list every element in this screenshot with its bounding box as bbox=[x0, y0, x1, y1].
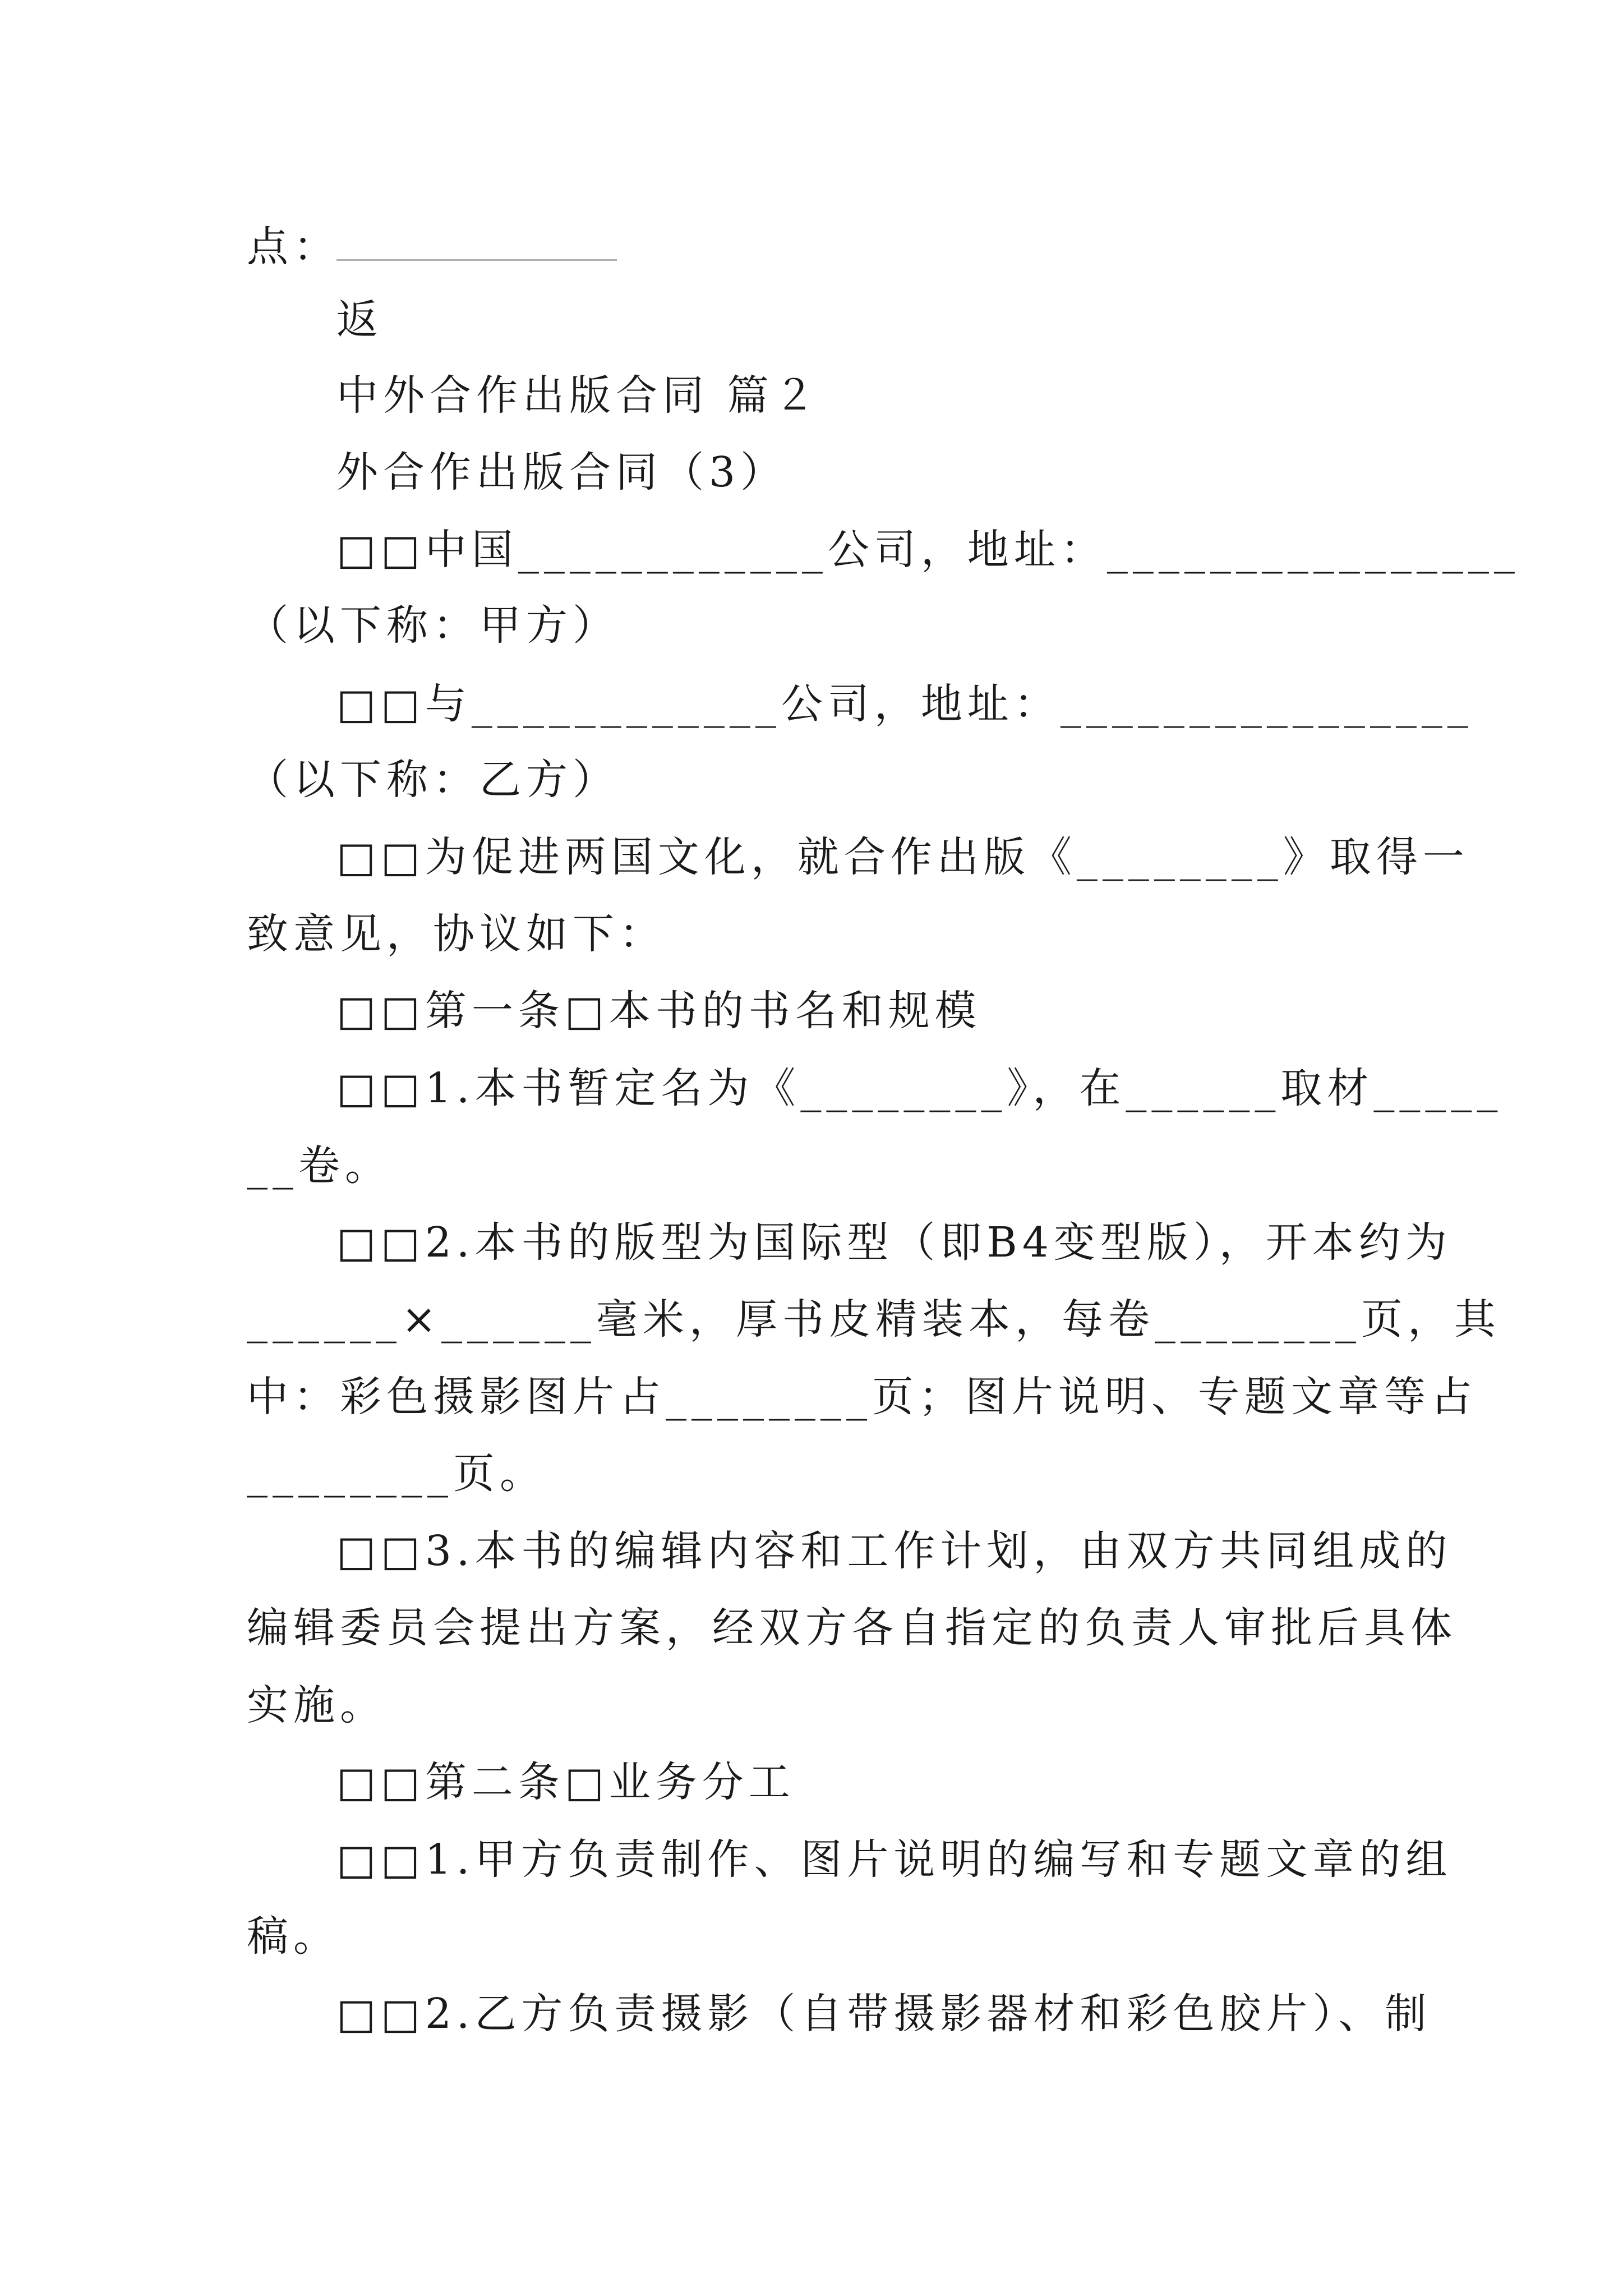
doc-line-18: □□3.本书的编辑内容和工作计划，由双方共同组成的 bbox=[336, 1527, 1453, 1575]
doc-line-4: 外合作出版合同（3） bbox=[336, 448, 787, 496]
doc-line-23: 稿。 bbox=[247, 1912, 340, 1961]
doc-line-15: ______×______毫米，厚书皮精装本，每卷________页，其 bbox=[247, 1295, 1501, 1343]
doc-line-14: □□2.本书的版型为国际型（即B4变型版），开本约为 bbox=[336, 1218, 1452, 1267]
doc-line-21: □□第二条□业务分工 bbox=[336, 1758, 795, 1806]
doc-line-11: □□第一条□本书的书名和规模 bbox=[336, 987, 981, 1035]
doc-line-22: □□1.甲方负责制作、图片说明的编写和专题文章的组 bbox=[336, 1835, 1453, 1884]
doc-line-17: ________页。 bbox=[247, 1450, 546, 1498]
doc-line-10: 致意见，协议如下： bbox=[247, 910, 666, 958]
doc-line-9: □□为促进两国文化，就合作出版《________》取得一 bbox=[336, 833, 1469, 881]
doc-line-16: 中：彩色摄影图片占________页；图片说明、专题文章等占 bbox=[247, 1373, 1477, 1421]
doc-line-24: □□2.乙方负责摄影（自带摄影器材和彩色胶片）、制 bbox=[336, 1990, 1432, 2038]
doc-line-8: （以下称：乙方） bbox=[247, 756, 619, 804]
doc-line-3: 中外合作出版合同 篇２ bbox=[336, 371, 820, 420]
fill-in-underline bbox=[336, 259, 617, 261]
doc-line-19: 编辑委员会提出方案，经双方各自指定的负责人审批后具体 bbox=[247, 1604, 1457, 1652]
doc-line-5: □□中国____________公司，地址：________________ bbox=[336, 526, 1520, 574]
doc-line-20: 实施。 bbox=[247, 1681, 386, 1729]
doc-line-13: __卷。 bbox=[247, 1142, 391, 1190]
doc-line-1: 点： bbox=[247, 223, 340, 271]
doc-line-2: 返 bbox=[336, 296, 383, 344]
doc-line-12: □□1.本书暂定名为《________》，在______取材_____ bbox=[336, 1064, 1503, 1112]
doc-line-7: □□与____________公司，地址：________________ bbox=[336, 680, 1473, 728]
doc-line-6: （以下称：甲方） bbox=[247, 601, 619, 650]
